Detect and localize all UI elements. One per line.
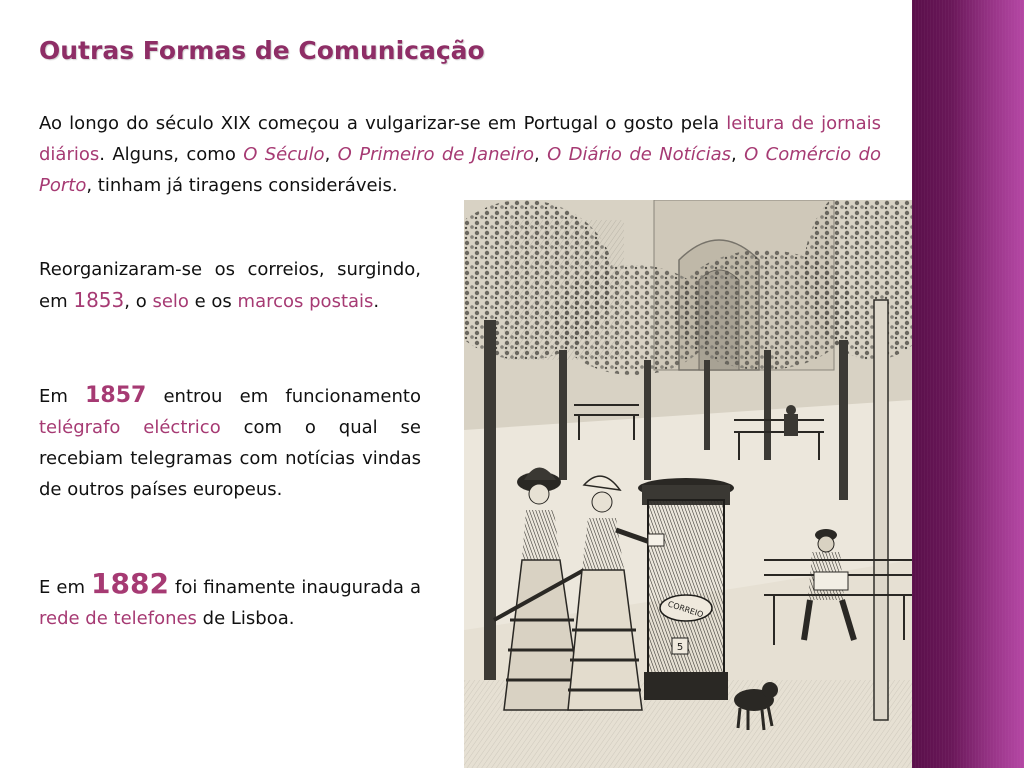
engraving-illustration xyxy=(464,200,912,768)
newspaper-title-o-seculo: O Século xyxy=(243,144,325,165)
telegraph-text: Em xyxy=(39,386,86,407)
intro-text: , xyxy=(533,144,548,165)
telegraph-text: entrou em funcionamento xyxy=(146,386,421,407)
intro-text: . Alguns, como xyxy=(99,144,244,165)
year-1853: 1853 xyxy=(73,288,125,312)
year-1857: 1857 xyxy=(85,383,147,408)
postbox xyxy=(638,478,734,700)
decorative-side-bar xyxy=(912,0,1024,768)
postal-paragraph xyxy=(39,254,421,317)
postbox-number: 5 xyxy=(676,642,684,653)
postboxes-highlight: marcos postais xyxy=(237,291,374,312)
slide-title: Outras Formas de Comunicação xyxy=(39,36,485,65)
newspaper-title-comercio-do-porto: O Comércio do Porto xyxy=(39,144,881,196)
newspaper-title-primeiro-de-janeiro: O Primeiro de Janeiro xyxy=(337,144,534,165)
intro-text: , tinham já tiragens consideráveis. xyxy=(86,175,398,196)
intro-paragraph xyxy=(39,108,881,201)
intro-text: , xyxy=(324,144,338,165)
telephone-network-highlight: rede de telefones xyxy=(39,608,197,629)
postal-text: , o xyxy=(124,291,153,312)
telephone-text: E em xyxy=(39,577,92,598)
distant-seated-figure xyxy=(784,405,798,436)
intro-text: , xyxy=(731,144,745,165)
newspaper-title-diario-de-noticias: O Diário de Notícias xyxy=(547,144,732,165)
postal-text: e os xyxy=(188,291,238,312)
postal-text: Reorganizaram-se os correios, surgindo, em xyxy=(39,259,421,312)
intro-text: Ao longo do século XIX começou a vulgarizar-se em Portugal o gosto pela xyxy=(39,113,727,134)
stamp-highlight: selo xyxy=(152,291,189,312)
telegraph-text: com o qual se recebiam telegramas com notícias vindas de outros países europeus. xyxy=(39,417,421,500)
telephone-paragraph xyxy=(39,568,421,634)
telephone-text: de Lisboa. xyxy=(196,608,295,629)
telephone-text: foi finamente inaugurada a xyxy=(168,577,421,598)
postal-text: . xyxy=(373,291,380,312)
electric-telegraph-highlight: telégrafo eléctrico xyxy=(39,417,221,438)
telegraph-paragraph xyxy=(39,380,421,505)
postbox-label: CORREIO xyxy=(666,599,705,620)
year-1882: 1882 xyxy=(91,567,169,600)
newspaper-reading-highlight: leitura de jornais diários xyxy=(39,113,881,165)
engraving-artwork xyxy=(464,200,912,768)
